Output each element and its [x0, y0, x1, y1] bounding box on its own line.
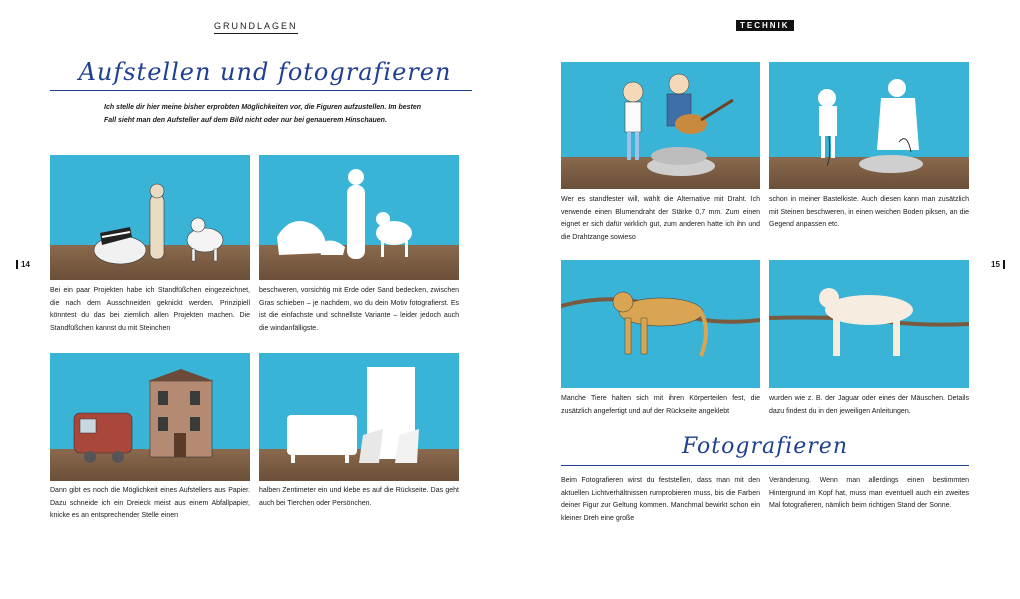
- left-text-1-col2: beschweren, vorsichtig mit Erde oder Sand bedecken, zwischen Gras schieben – je nachdem, wo du dein Motiv fotografierst. Es ist die einfachste und schnellste Variante – leider jedoch auch die windanfälligste.: [259, 287, 459, 332]
- photo-jaguar-branch: [561, 260, 760, 388]
- left-text-2-col2: halben Zentimeter ein und klebe es auf die Rückseite. Das geht auch bei Tierchen oder Persönchen.: [259, 487, 459, 507]
- left-title-rule: [50, 90, 472, 91]
- intro-text: Ich stelle dir hier meine bisher erprobten Möglichkeiten vor, die Figuren aufzustellen. Im besten Fall sieht man den Aufsteller auf dem Bild nicht oder nur bei genauerem Hinschauen.: [104, 104, 422, 124]
- right-text-1-col1: Wer es standfester will, wählt die Alternative mit Draht. Ich verwende einen Blumendraht der Stärke 0,7 mm. Zum einen eignet er sich dafür wirklich gut, zum anderen hatte ich ihn und die Drahtzange sowieso: [561, 196, 760, 241]
- section-label-left: GRUNDLAGEN: [214, 21, 298, 34]
- photo-paper-stands: [259, 353, 459, 481]
- page-number-right: 15: [991, 260, 1005, 269]
- section-label-right: TECHNIK: [736, 20, 794, 31]
- right-text-2-col1: Manche Tiere halten sich mit ihren Körperteilen fest, die zusätzlich angefertigt und auf der Rückseite angeklebt: [561, 395, 760, 415]
- photo-silhouettes-back: [259, 155, 459, 280]
- photo-caravan-house: [50, 353, 250, 481]
- right-page-title: Fotografieren: [681, 434, 848, 459]
- photo-children-wire-back: [769, 62, 969, 189]
- right-title-rule: [561, 465, 969, 466]
- right-text-3-col1: Beim Fotografieren wirst du feststellen, dass man mit den aktuellen Lichtverhältnissen rumprobieren muss, bis die Farben deiner Figur zur Geltung kommen. Manchmal bewirkt schon ein kleiner Dreh eine große: [561, 477, 760, 522]
- page-number-left: 14: [16, 260, 30, 269]
- right-text-3-col2: Veränderung. Wenn man allerdings einen bestimmten Hintergrund im Kopf hat, muss man eventuell auch ein zweites Mal fotografieren, nämlich beim richtigen Stand der Sonne.: [769, 477, 969, 509]
- photo-children-guitar: [561, 62, 760, 189]
- photo-badger-meerkat-lamb: [50, 155, 250, 280]
- left-text-2-col1: Dann gibt es noch die Möglichkeit eines Aufstellers aus Papier. Dazu schneide ich ein Dreieck meist aus einem Abfallpapier, knicke es an entsprechender Stelle einen: [50, 487, 250, 519]
- left-page-title: Aufstellen und fotografieren: [78, 58, 452, 86]
- right-text-2-col2: wurden wie z. B. der Jaguar oder eines der Mäuschen. Details dazu findest du in den jeweiligen Anleitungen.: [769, 395, 969, 415]
- photo-jaguar-silhouette: [769, 260, 969, 388]
- left-text-1-col1: Bei ein paar Projekten habe ich Standfüßchen eingezeichnet, die nach dem Ausschneiden geknickt werden. Prinzipiell könntest du das bei ziemlich allen Projekten machen. Die Standfüßchen kannst du mit Steinchen: [50, 287, 250, 332]
- right-text-1-col2: schon in meiner Bastelkiste. Auch diesen kann man zusätzlich mit Steinen beschweren, in einen weichen Boden piksen, an die Gegend anpassen etc.: [769, 196, 969, 228]
